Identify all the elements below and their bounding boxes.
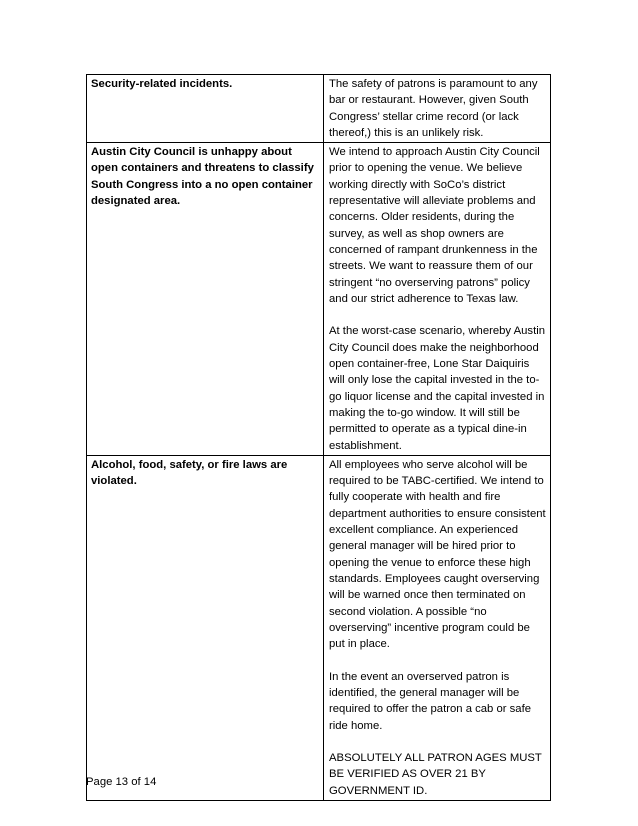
mitigation-paragraph: The safety of patrons is paramount to any bar or restaurant. However, given South Congress’ stellar crime record (or lack thereof,) this is an unlikely risk. <box>329 78 538 139</box>
mitigation-paragraph: In the event an overserved patron is identified, the general manager will be required to offer the patron a cab or safe ride home. <box>329 670 532 732</box>
table-row <box>87 143 551 456</box>
risk-cell: Security-related incidents. <box>87 75 324 143</box>
table-row <box>87 455 551 800</box>
mitigation-cell <box>324 75 551 143</box>
mitigation-paragraph: At the worst-case scenario, whereby Austin City Council does make the neighborhood open container-free, Lone Star Daiquiris will only lose the capital invested in the to-go liquor license and the capital invested in making the to-go window. It will still be permitted to operate as a typical dine-in establishment. <box>329 325 545 452</box>
table-row <box>87 75 551 143</box>
mitigation-paragraph: ABSOLUTELY ALL PATRON AGES MUST BE VERIFIED AS OVER 21 BY GOVERNMENT ID. <box>329 752 542 797</box>
page-number: Page 13 of 14 <box>86 776 157 788</box>
mitigation-paragraph: We intend to approach Austin City Council prior to opening the venue. We believe working directly with SoCo’s district representative will alleviate problems and concerns. Older residents, during the survey, as well as shop owners are concerned of rampant drunkenness in the streets. We want to reassure them of our stringent “no overserving patrons” policy and our strict adherence to Texas law. <box>329 146 540 305</box>
risk-cell: Austin City Council is unhappy about open containers and threatens to classify South Congress into a no open container designated area. <box>87 143 324 456</box>
risk-mitigation-table <box>86 74 551 801</box>
risk-cell: Alcohol, food, safety, or fire laws are violated. <box>87 455 324 800</box>
mitigation-paragraph: All employees who serve alcohol will be required to be TABC-certified. We intend to fully cooperate with health and fire department authorities to ensure consistent excellent compliance. An experienced general manager will be hired prior to opening the venue to enforce these high standards. Employees caught overserving will be warned once then terminated on second violation. A possible “no overserving” incentive program could be put in place. <box>329 458 546 651</box>
mitigation-cell <box>324 143 551 456</box>
mitigation-cell <box>324 455 551 800</box>
